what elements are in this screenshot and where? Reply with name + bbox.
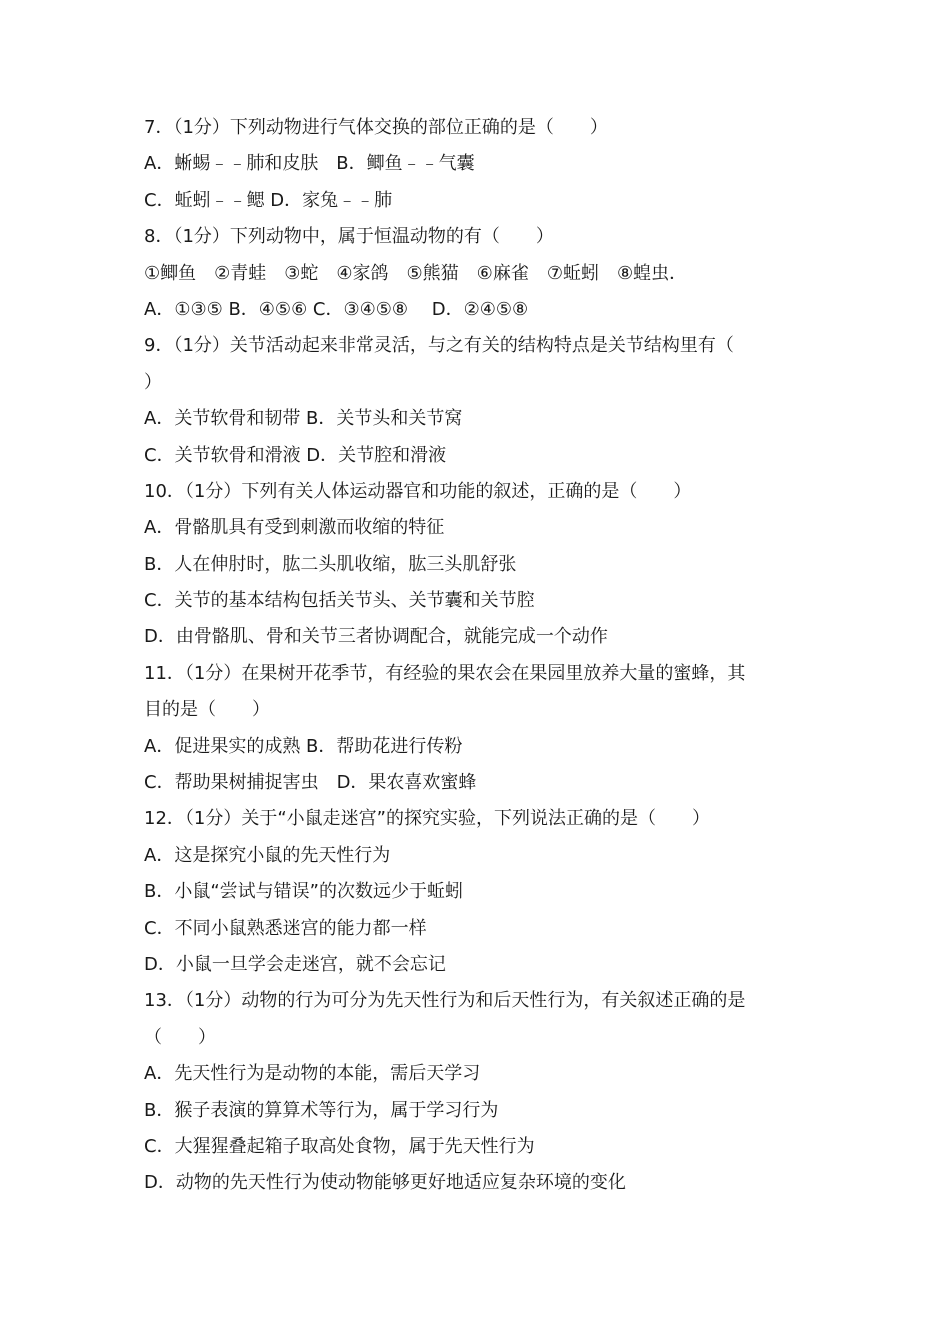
q13-option-a: A．先天性行为是动物的本能，需后天学习	[144, 1063, 481, 1085]
q7-options-ab: A．蜥蜴﹣﹣肺和皮肤 B．鲫鱼﹣﹣气囊	[144, 153, 475, 175]
q11-stem-cont: 目的是（ ）	[144, 699, 270, 721]
q9-stem-cont: ）	[144, 371, 162, 393]
q9-options-cd: C．关节软骨和滑液 D．关节腔和滑液	[144, 444, 447, 466]
q7-stem: 7．（1分）下列动物进行气体交换的部位正确的是（ ）	[144, 117, 608, 138]
q10-stem: 10．（1分）下列有关人体运动器官和功能的叙述，正确的是（ ）	[144, 480, 692, 502]
q10-option-d: D．由骨骼肌、骨和关节三者协调配合，就能完成一个动作	[144, 626, 608, 648]
q12-option-c: C．不同小鼠熟悉迷宫的能力都一样	[144, 917, 427, 939]
q13-option-c: C．大猩猩叠起箱子取高处食物，属于先天性行为	[144, 1135, 535, 1157]
q8-animal-list: ①鲫鱼 ②青蛙 ③蛇 ④家鸽 ⑤熊猫 ⑥麻雀 ⑦蚯蚓 ⑧蝗虫．	[144, 262, 688, 284]
q13-stem-cont: （ ）	[144, 1026, 216, 1048]
q9-options-ab: A．关节软骨和韧带 B．关节头和关节窝	[144, 408, 463, 430]
q12-option-a: A．这是探究小鼠的先天性行为	[144, 844, 391, 866]
q8-stem: 8．（1分）下列动物中，属于恒温动物的有（ ）	[144, 226, 554, 248]
q11-options-cd: C．帮助果树捕捉害虫 D．果农喜欢蜜蜂	[144, 772, 477, 794]
q10-option-b: B．人在伸肘时，肱二头肌收缩，肱三头肌舒张	[144, 553, 517, 575]
q10-option-a: A．骨骼肌具有受到刺激而收缩的特征	[144, 517, 445, 539]
q8-options: A．①③⑤ B．④⑤⑥ C．③④⑤⑧ D．②④⑤⑧	[144, 298, 529, 320]
q13-option-d: D．动物的先天性行为使动物能够更好地适应复杂环境的变化	[144, 1172, 626, 1194]
q12-stem: 12．（1分）关于“小鼠走迷宫”的探究实验，下列说法正确的是（ ）	[144, 808, 711, 830]
q11-stem: 11．（1分）在果树开花季节，有经验的果农会在果园里放养大量的蜜蜂，其	[144, 662, 746, 684]
q13-stem: 13．（1分）动物的行为可分为先天性行为和后天性行为，有关叙述正确的是	[144, 990, 746, 1012]
q9-stem: 9．（1分）关节活动起来非常灵活，与之有关的结构特点是关节结构里有（	[144, 335, 734, 357]
q10-option-c: C．关节的基本结构包括关节头、关节囊和关节腔	[144, 590, 535, 612]
q12-option-b: B．小鼠“尝试与错误”的次数远少于蚯蚓	[144, 881, 463, 903]
q13-option-b: B．猴子表演的算算术等行为，属于学习行为	[144, 1099, 499, 1121]
q11-options-ab: A．促进果实的成熟 B．帮助花进行传粉	[144, 735, 463, 757]
q12-option-d: D．小鼠一旦学会走迷宫，就不会忘记	[144, 953, 446, 975]
q7-options-cd: C．蚯蚓﹣﹣鳃 D．家兔﹣﹣肺	[144, 189, 393, 211]
question-text-block	[144, 110, 814, 1202]
